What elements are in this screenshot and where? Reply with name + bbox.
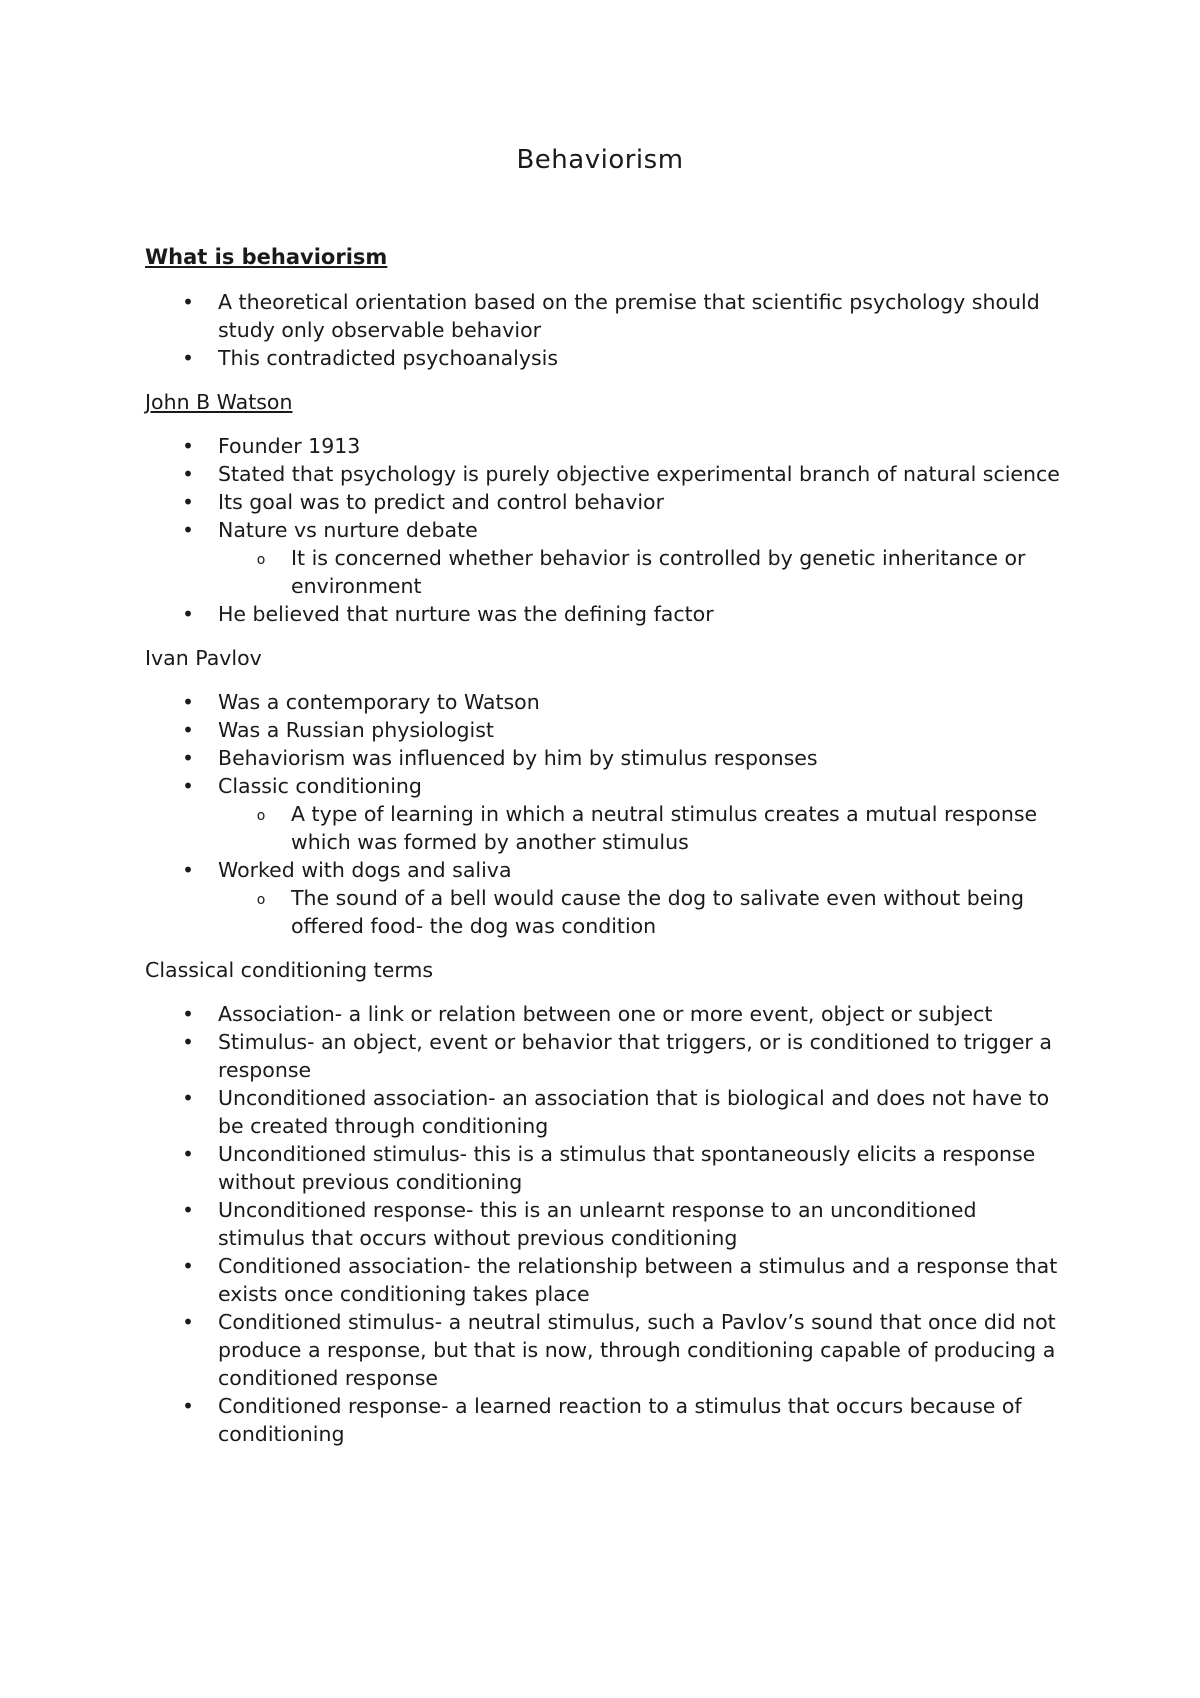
bullet-list (145, 432, 1065, 628)
bullet-icon: • (182, 1086, 194, 1110)
list-item-text: Was a contemporary to Watson (218, 690, 540, 714)
list-item (145, 856, 1065, 940)
list-item-text: This contradicted psychoanalysis (218, 346, 559, 370)
bullet-icon: • (182, 718, 194, 742)
list-item-text: Nature vs nurture debate (218, 518, 478, 542)
bullet-list (145, 688, 1065, 940)
bullet-icon: • (182, 1310, 194, 1334)
sub-bullet-list (218, 800, 1065, 856)
section-heading: Ivan Pavlov (145, 646, 262, 670)
list-item-text: Its goal was to predict and control behavior (218, 490, 665, 514)
list-item-text: Stated that psychology is purely objective experimental branch of natural science (218, 462, 1060, 486)
sub-list-item (218, 544, 1065, 600)
list-item (145, 432, 1065, 460)
list-item-text: Worked with dogs and saliva (218, 858, 512, 882)
list-item (145, 1028, 1065, 1084)
list-item (145, 1140, 1065, 1196)
bullet-icon: • (182, 1142, 194, 1166)
list-item-text: Conditioned response- a learned reaction to a stimulus that occurs because of conditioning (218, 1394, 1022, 1446)
bullet-icon: • (182, 346, 194, 370)
bullet-list (145, 288, 1065, 372)
sub-list-item-text: It is concerned whether behavior is controlled by genetic inheritance or environment (291, 546, 1026, 598)
document-body (145, 243, 1065, 1464)
bullet-icon: • (182, 1002, 194, 1026)
circle-bullet-icon: o (256, 552, 266, 568)
section-heading: John B Watson (145, 390, 293, 414)
list-item-text: Stimulus- an object, event or behavior that triggers, or is conditioned to trigger a response (218, 1030, 1052, 1082)
list-item (145, 744, 1065, 772)
list-item (145, 1196, 1065, 1252)
sub-bullet-list (218, 544, 1065, 600)
list-item (145, 460, 1065, 488)
list-item (145, 1308, 1065, 1392)
list-item-text: Behaviorism was influenced by him by stimulus responses (218, 746, 818, 770)
bullet-icon: • (182, 1198, 194, 1222)
bullet-icon: • (182, 1030, 194, 1054)
list-item (145, 1392, 1065, 1448)
list-item-text: Conditioned stimulus- a neutral stimulus, such a Pavlov’s sound that once did not produce a response, but that is now, through conditioning capable of producing a conditioned response (218, 1310, 1056, 1390)
list-item (145, 716, 1065, 744)
list-item-text: He believed that nurture was the defining factor (218, 602, 714, 626)
list-item-text: Conditioned association- the relationship between a stimulus and a response that exists once conditioning takes place (218, 1254, 1058, 1306)
sub-list-item (218, 884, 1065, 940)
list-item (145, 1084, 1065, 1140)
circle-bullet-icon: o (256, 892, 266, 908)
list-item-text: Unconditioned response- this is an unlearnt response to an unconditioned stimulus that occurs without previous conditioning (218, 1198, 977, 1250)
bullet-icon: • (182, 774, 194, 798)
bullet-icon: • (182, 490, 194, 514)
bullet-icon: • (182, 746, 194, 770)
list-item-text: Classic conditioning (218, 774, 422, 798)
bullet-icon: • (182, 690, 194, 714)
list-item (145, 516, 1065, 600)
list-item (145, 1252, 1065, 1308)
list-item-text: Founder 1913 (218, 434, 361, 458)
bullet-icon: • (182, 518, 194, 542)
sub-list-item (218, 800, 1065, 856)
bullet-icon: • (182, 858, 194, 882)
bullet-list (145, 1000, 1065, 1448)
section-heading: What is behaviorism (145, 245, 388, 269)
bullet-icon: • (182, 602, 194, 626)
sub-list-item-text: A type of learning in which a neutral stimulus creates a mutual response which was formed by another stimulus (291, 802, 1038, 854)
list-item (145, 1000, 1065, 1028)
list-item-text: Unconditioned stimulus- this is a stimulus that spontaneously elicits a response without previous conditioning (218, 1142, 1036, 1194)
section-heading: Classical conditioning terms (145, 958, 434, 982)
list-item (145, 488, 1065, 516)
list-item-text: A theoretical orientation based on the premise that scientific psychology should study only observable behavior (218, 290, 1040, 342)
sub-bullet-list (218, 884, 1065, 940)
bullet-icon: • (182, 462, 194, 486)
list-item (145, 772, 1065, 856)
page-title: Behaviorism (516, 145, 684, 175)
bullet-icon: • (182, 1394, 194, 1418)
list-item-text: Was a Russian physiologist (218, 718, 494, 742)
list-item (145, 600, 1065, 628)
list-item (145, 288, 1065, 344)
list-item-text: Unconditioned association- an association that is biological and does not have to be created through conditioning (218, 1086, 1050, 1138)
list-item (145, 344, 1065, 372)
bullet-icon: • (182, 434, 194, 458)
sub-list-item-text: The sound of a bell would cause the dog to salivate even without being offered food- the dog was condition (291, 886, 1025, 938)
list-item (145, 688, 1065, 716)
bullet-icon: • (182, 1254, 194, 1278)
circle-bullet-icon: o (256, 808, 266, 824)
list-item-text: Association- a link or relation between one or more event, object or subject (218, 1002, 993, 1026)
bullet-icon: • (182, 290, 194, 314)
